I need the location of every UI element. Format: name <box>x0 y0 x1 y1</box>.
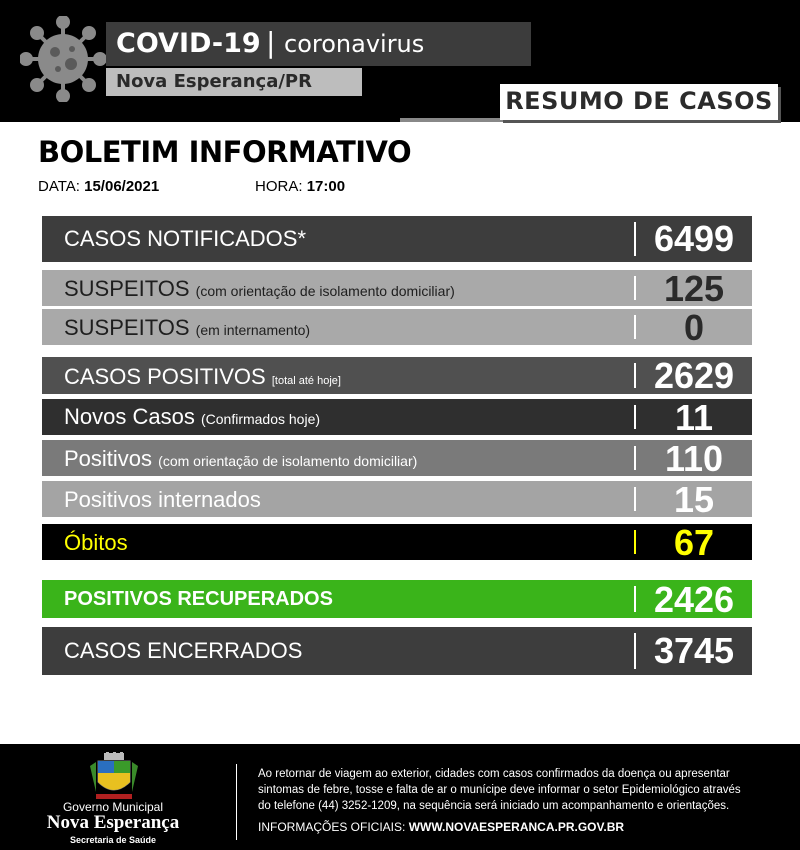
row-label: CASOS NOTIFICADOS* <box>64 226 307 251</box>
row-note: (com orientação de isolamento domiciliar) <box>195 283 455 299</box>
date-line <box>38 178 159 195</box>
row-label: CASOS ENCERRADOS <box>64 638 303 663</box>
row-value: 67 <box>673 522 715 563</box>
row-label-group <box>64 276 455 302</box>
row-note: (com orientação de isolamento domiciliar) <box>158 453 418 469</box>
date-label: DATA: <box>38 178 80 195</box>
row-label-group <box>64 315 310 341</box>
coronavirus-icon <box>20 16 106 102</box>
row-label: Óbitos <box>64 530 128 555</box>
row-note: (Confirmados hoje) <box>200 411 321 427</box>
row-label-group <box>64 364 341 390</box>
title-bar <box>106 22 531 66</box>
row-value: 6499 <box>653 218 735 259</box>
row-suspeitos-internamento <box>42 307 752 348</box>
header <box>0 0 800 122</box>
official-info <box>258 820 624 834</box>
row-note: [total até hoje] <box>271 375 341 387</box>
time-value: 17:00 <box>306 178 346 195</box>
city-name: Nova Esperança/PR <box>116 71 312 92</box>
coat-of-arms-icon <box>86 752 142 802</box>
city-bar <box>106 68 362 96</box>
row-value: 110 <box>664 438 724 479</box>
row-label: Positivos internados <box>64 487 261 512</box>
row-casos-encerrados <box>42 627 752 675</box>
row-label: CASOS POSITIVOS <box>64 364 266 389</box>
info-line: sintomas de febre, tosse e falta de ar o munícipe deve informar o setor Epidemiológico através <box>258 784 741 796</box>
row-label: SUSPEITOS <box>64 276 190 301</box>
info-line: Ao retornar de viagem ao exterior, cidades com casos confirmados da doença ou apresentar <box>258 768 730 780</box>
footer <box>0 744 800 850</box>
time-line <box>255 178 345 195</box>
row-label-group <box>64 446 417 472</box>
resumo-title: RESUMO DE CASOS <box>505 87 773 115</box>
row-value: 2426 <box>653 579 735 620</box>
title-covid: COVID-19 <box>116 28 261 59</box>
row-value: 125 <box>663 268 725 309</box>
info-line: do telefone (44) 3252-1209, na sequência será iniciado um acompanhamento e orientações. <box>258 800 730 812</box>
gov-line-1: Governo Municipal <box>62 800 164 814</box>
gov-line-2: Nova Esperança <box>46 812 180 833</box>
row-label: Positivos <box>64 446 153 471</box>
row-novos-casos <box>42 397 752 438</box>
boletim-title: BOLETIM INFORMATIVO <box>38 135 412 169</box>
row-note: (em internamento) <box>195 322 311 338</box>
row-positivos-recuperados <box>42 580 752 618</box>
time-label: HORA: <box>255 178 303 195</box>
row-value: 15 <box>673 479 715 520</box>
official-label: INFORMAÇÕES OFICIAIS: <box>258 820 406 834</box>
row-label: Novos Casos <box>64 404 195 429</box>
footer-info <box>258 766 788 814</box>
row-obitos <box>42 522 752 563</box>
title-separator: | <box>266 26 276 59</box>
row-value: 11 <box>674 397 714 438</box>
row-suspeitos-isolamento <box>42 268 752 309</box>
official-url[interactable]: WWW.NOVAESPERANCA.PR.GOV.BR <box>408 820 625 834</box>
row-positivos-internados <box>42 479 752 520</box>
date-value: 15/06/2021 <box>84 178 160 195</box>
row-value: 3745 <box>653 630 735 671</box>
row-label-group <box>64 404 320 430</box>
row-casos-positivos <box>42 357 752 394</box>
row-value: 2629 <box>653 355 735 396</box>
row-label: SUSPEITOS <box>64 315 190 340</box>
row-positivos-isolamento <box>42 438 752 479</box>
row-value: 0 <box>683 307 705 348</box>
row-casos-notificados <box>42 216 752 262</box>
row-label: POSITIVOS RECUPERADOS <box>64 588 333 610</box>
resumo-badge <box>500 84 778 120</box>
footer-divider <box>236 764 237 840</box>
gov-line-3: Secretaria de Saúde <box>69 835 157 845</box>
title-coronavirus: coronavirus <box>284 30 425 58</box>
